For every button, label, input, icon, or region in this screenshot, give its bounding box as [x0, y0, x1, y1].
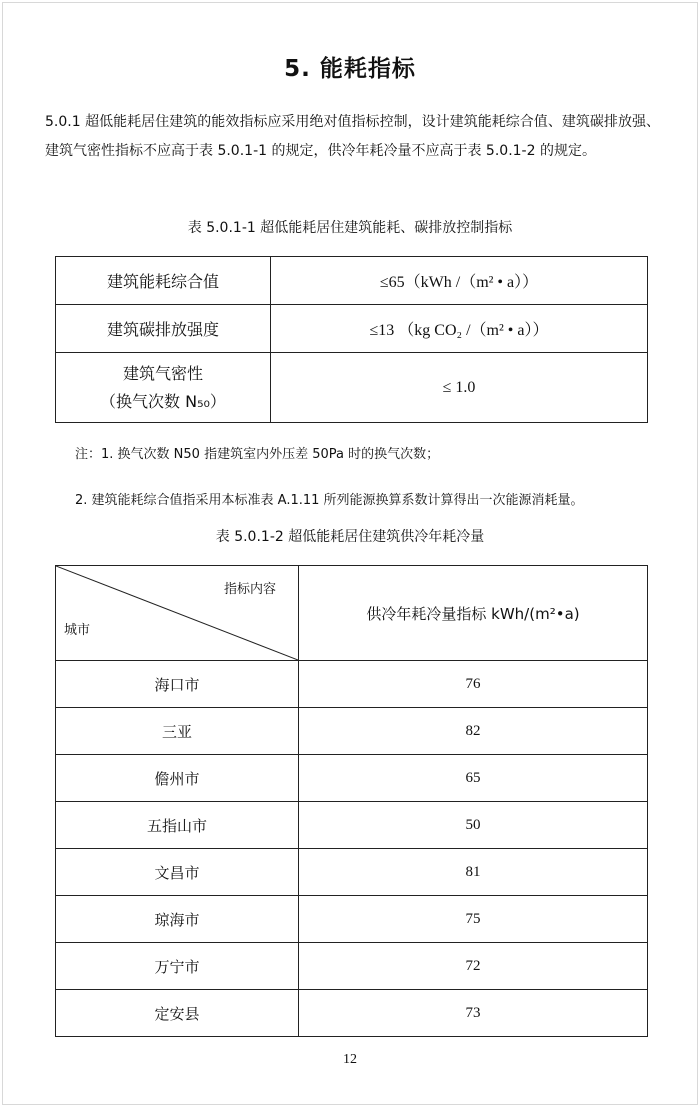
city-cell: 五指山市 [56, 802, 299, 849]
table-cell-label [56, 353, 271, 423]
city-cell: 三亚 [56, 708, 299, 755]
table1-caption: 表 5.0.1-1 超低能耗居住建筑能耗、碳排放控制指标 [187, 220, 513, 236]
note-1: 注：1. 换气次数 N50 指建筑室内外压差 50Pa 时的换气次数； [75, 447, 440, 462]
airtightness-sublabel: （换气次数 N₅₀） [100, 391, 226, 411]
header-city-label: 城市 [64, 623, 91, 638]
table-cell-value: ≤ 1.0 [271, 353, 648, 423]
value-cell: 76 [299, 661, 648, 708]
table-row [56, 755, 648, 802]
table-row [56, 849, 648, 896]
value-cell: 65 [299, 755, 648, 802]
table-cell-label: 建筑碳排放强度 [56, 305, 271, 353]
clause-paragraph: 5.0.1 超低能耗居住建筑的能效指标应采用绝对值指标控制，设计建筑能耗综合值、建筑碳排放强、建筑气密性指标不应高于表 5.0.1-1 的规定，供冷年耗冷量不应高于表 5.0.1-2 的规定。 [45, 114, 660, 159]
table-row [56, 257, 648, 305]
table-row [56, 661, 648, 708]
section-title: 5. 能耗指标 [284, 56, 416, 82]
table-cell-label: 建筑能耗综合值 [56, 257, 271, 305]
table-row [56, 943, 648, 990]
page-number: 12 [343, 1052, 357, 1067]
value-cell: 75 [299, 896, 648, 943]
table-row [56, 708, 648, 755]
city-cell: 琼海市 [56, 896, 299, 943]
city-cell: 海口市 [56, 661, 299, 708]
value-cell: 50 [299, 802, 648, 849]
header-indicator-label: 指标内容 [223, 582, 276, 597]
header-value-label: 供冷年耗冷量指标 kWh/(m²•a) [299, 566, 648, 661]
city-cell: 文昌市 [56, 849, 299, 896]
table-row [56, 353, 648, 423]
table-row [56, 896, 648, 943]
cooling-demand-table [55, 565, 648, 1037]
value-cell: 72 [299, 943, 648, 990]
city-cell: 万宁市 [56, 943, 299, 990]
energy-carbon-table [55, 256, 648, 423]
table-cell-value: ≤13 （kg CO₂ /（m² • a）） [271, 305, 648, 353]
table-row [56, 305, 648, 353]
table-header-row [56, 566, 648, 661]
value-cell: 73 [299, 990, 648, 1037]
airtightness-label: 建筑气密性 [122, 363, 203, 383]
value-cell: 81 [299, 849, 648, 896]
diagonal-header-cell [56, 566, 299, 661]
table-cell-value: ≤65（kWh /（m² • a）） [271, 257, 648, 305]
note-2: 2. 建筑能耗综合值指采用本标准表 A.1.11 所列能源换算系数计算得出一次能源消耗量。 [75, 493, 584, 508]
value-cell: 82 [299, 708, 648, 755]
table-row [56, 990, 648, 1037]
city-cell: 定安县 [56, 990, 299, 1037]
table-row [56, 802, 648, 849]
table2-caption: 表 5.0.1-2 超低能耗居住建筑供冷年耗冷量 [215, 529, 485, 545]
city-cell: 儋州市 [56, 755, 299, 802]
